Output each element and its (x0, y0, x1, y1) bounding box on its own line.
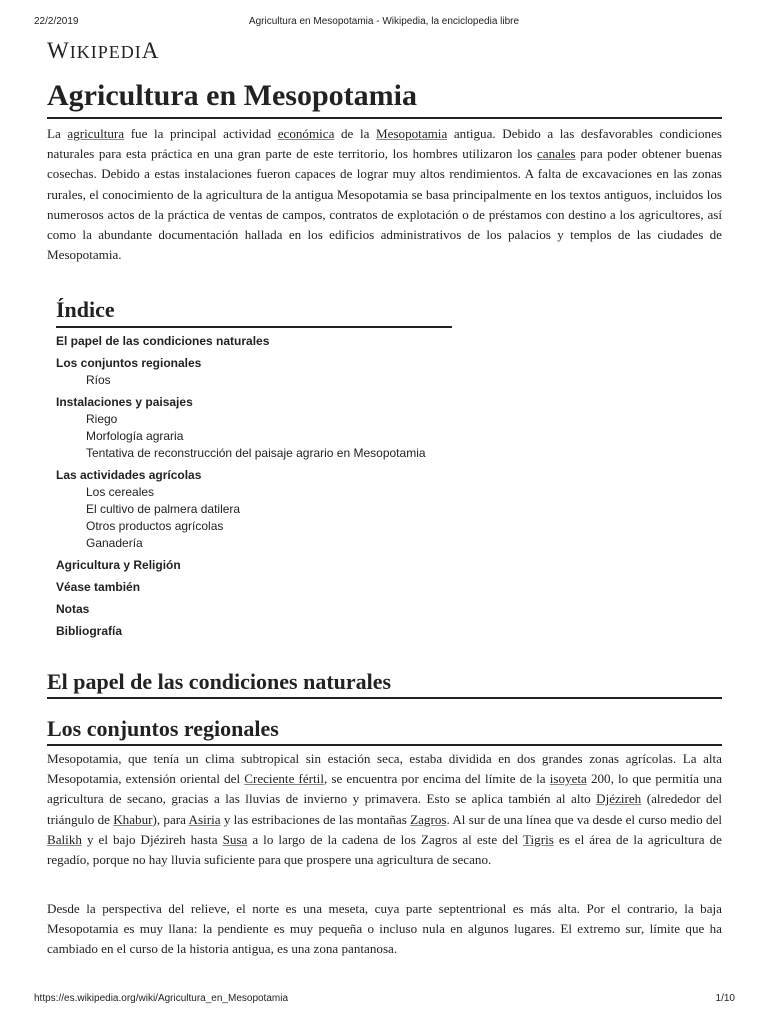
toc-subitem[interactable]: Los cereales (86, 485, 155, 499)
table-of-contents (56, 296, 452, 640)
article-link[interactable]: canales (537, 146, 576, 162)
article-link[interactable]: Tigris (522, 831, 554, 847)
section-heading-condiciones: El papel de las condiciones naturales (47, 668, 722, 699)
print-url: https://es.wikipedia.org/wiki/Agricultura_en_Mesopotamia (34, 993, 289, 1004)
toc-list (56, 333, 452, 640)
print-page-title: Agricultura en Mesopotamia - Wikipedia, la enciclopedia libre (248, 16, 520, 27)
section-heading-conjuntos: Los conjuntos regionales (47, 715, 722, 746)
article-link[interactable]: Creciente fértil (244, 771, 324, 787)
toc-item[interactable]: El papel de las condiciones naturales (56, 334, 270, 348)
article-link[interactable]: Balikh (47, 831, 82, 847)
article-link[interactable]: económica (277, 126, 335, 141)
article-link[interactable]: Asiria (188, 811, 221, 827)
toc-subitem[interactable]: Ríos (86, 373, 111, 387)
toc-item[interactable]: Los conjuntos regionales (56, 356, 202, 370)
article-link[interactable]: Djézireh (596, 791, 642, 807)
toc-item[interactable]: Agricultura y Religión (56, 558, 181, 572)
article-link[interactable]: Susa (222, 831, 248, 847)
toc-subitem[interactable]: Morfología agraria (86, 429, 184, 443)
print-date: 22/2/2019 (34, 16, 79, 27)
conjuntos-paragraph-2: Desde la perspectiva del relieve, el norte es una meseta, cuya parte septentrional es más alta. Por el contrario, la baja Mesopotamia es muy llana: la pendiente es muy pequeña o incluso nula en algunos lugares. El extremo sur, límite que ha cambiado en el curso de la historia antigua, es una zona pantanosa. (47, 901, 722, 957)
article-link[interactable]: Mesopotamia (375, 126, 448, 141)
print-header (0, 16, 768, 30)
toc-subitem[interactable]: Tentativa de reconstrucción del paisaje agrario en Mesopotamia (86, 446, 426, 460)
toc-title: Índice (56, 296, 452, 328)
article-link[interactable]: Zagros (410, 811, 447, 827)
article-link[interactable]: agricultura (67, 126, 125, 141)
print-page-number: 1/10 (715, 993, 735, 1004)
print-footer (0, 993, 768, 1007)
toc-subitem[interactable]: Riego (86, 412, 118, 426)
toc-subitem[interactable]: Otros productos agrícolas (86, 519, 224, 533)
article-title: Agricultura en Mesopotamia (47, 76, 722, 119)
intro-paragraph: La agricultura fue la principal actividad económica de la Mesopotamia antigua. Debido a las desfavorables condiciones naturales para esta práctica en una gran parte de este territorio, los hombres utilizaron los canales para poder obtener buenas cosechas. Debido a estas instalaciones fueron capaces de lograr muy altos rendimientos. A falta de excavaciones en las zonas rurales, el conocimiento de la agricultura de la antigua Mesopotamia se basa principalmente en los textos antiguos, incluidos los numerosos actos de la práctica de ventas de campos, contratos de explotación o de préstamos con destino a los agricultores, así como la abundante documentación hallada en los edificios administrativos de los palacios y templos de las ciudades de Mesopotamia. (47, 126, 722, 263)
toc-item[interactable]: Bibliografía (56, 624, 123, 638)
article-link[interactable]: Khabur (113, 811, 153, 827)
toc-item[interactable]: Las actividades agrícolas (56, 468, 202, 482)
conjuntos-paragraph-1: Mesopotamia, que tenía un clima subtropical sin estación seca, estaba dividida en dos grandes zonas agrícolas. La alta Mesopotamia, extensión oriental del Creciente fértil, se encuentra por encima del límite de la isoyeta 200, lo que permitía una agricultura de secano, gracias a las lluvias de invierno y primavera. Esto se aplica también al alto Djézireh (alrededor del triángulo de Khabur), para Asiria y las estribaciones de las montañas Zagros. Al sur de una línea que va desde el curso medio del Balikh y el bajo Djézireh hasta Susa a lo largo de la cadena de los Zagros al este del Tigris es el área de la agricultura de regadío, porque no hay lluvia suficiente para que prospere una agricultura de secano. (47, 751, 723, 868)
toc-item[interactable]: Véase también (56, 580, 141, 594)
toc-subitem[interactable]: Ganadería (86, 536, 143, 550)
article-link[interactable]: isoyeta (549, 771, 587, 787)
toc-item[interactable]: Instalaciones y paisajes (56, 395, 193, 409)
toc-item[interactable]: Notas (56, 602, 90, 616)
wikipedia-logo[interactable]: WIKIPEDIA (47, 38, 160, 63)
toc-subitem[interactable]: El cultivo de palmera datilera (86, 502, 241, 516)
